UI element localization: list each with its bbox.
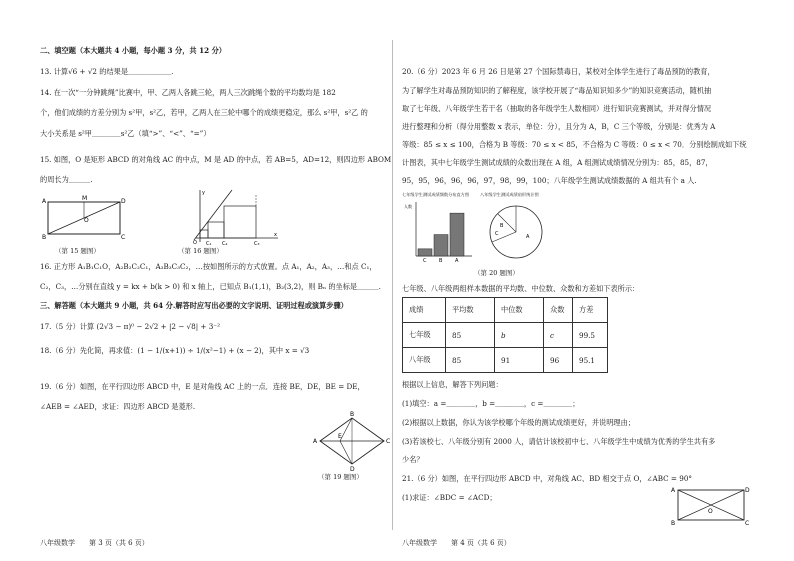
svg-text:M: M — [82, 195, 88, 202]
question-19-line2: ∠AEB = ∠AED，求证：四边形 ABCD 是菱形. — [40, 402, 196, 411]
question-15-line2: 的周长为＿＿＿. — [40, 175, 93, 184]
footer-page-3: 八年级数学 第 3 页（共 6 页） — [40, 539, 149, 547]
question-14-line2: 个，他们成绩的方差分别为 s²甲，s²乙，若甲，乙两人在三轮中哪个的成绩更稳定，那么 s²甲，s²乙 的 — [40, 108, 368, 117]
table-cell: 85 — [446, 348, 495, 373]
footer-page-4: 八年级数学 第 4 页（共 6 页） — [402, 539, 511, 547]
table-header-cell: 平均数 — [446, 298, 495, 323]
table-cell: 85 — [446, 323, 495, 348]
question-19-line1: 19.（6 分）如图，在平行四边形 ABCD 中，E 是对角线 AC 上的一点．连接 BE，DE，BE = DE， — [40, 382, 365, 391]
table-header-cell: 方差 — [573, 298, 608, 323]
bar-category-label: A — [455, 258, 459, 264]
svg-text:A: A — [526, 234, 530, 240]
svg-text:B: B — [671, 520, 676, 527]
svg-text:E: E — [338, 433, 342, 440]
table-header-cell: 中位数 — [495, 298, 544, 323]
svg-text:D: D — [121, 198, 126, 205]
table-cell: 96 — [544, 348, 573, 373]
table-cell: 七年级 — [403, 323, 446, 348]
svg-text:C: C — [386, 438, 391, 445]
svg-text:O: O — [193, 240, 197, 246]
column-divider — [392, 40, 393, 530]
svg-text:C: C — [121, 234, 126, 241]
svg-text:C: C — [745, 520, 750, 527]
svg-text:A: A — [42, 198, 47, 205]
figure-21-parallelogram — [670, 484, 750, 528]
question-16-line2: C₂，C₃，…分别在直线 y = kx + b(k > 0) 和 x 轴上，已知点 B₁(1,1)，B₂(3,2)，则 Bₙ 的坐标是＿＿＿. — [40, 282, 381, 291]
svg-text:C: C — [495, 231, 499, 237]
figure-15-caption: （第 15 题图） — [55, 247, 100, 255]
svg-text:C₃: C₃ — [254, 241, 260, 247]
svg-text:A: A — [313, 438, 318, 445]
question-21-line2: (1)求证：∠BDC = ∠ACD； — [402, 493, 497, 502]
figure-16-caption: （第 16 题图） — [178, 247, 223, 255]
table-cell: 91 — [495, 348, 544, 373]
section-2-heading: 二、填空题（本大题共 4 小题，每小题 3 分，共 12 分） — [40, 46, 226, 55]
figure-20-bar-chart — [402, 200, 474, 264]
figure-20-pie-title: 八年级学生测试成绩扇形统计图 — [480, 192, 539, 197]
figure-20-bar-title: 七年级学生测试成绩频数分布直方图 — [402, 192, 470, 197]
bar-A — [450, 213, 464, 256]
question-15-line1: 15. 如图，O 是矩形 ABCD 的对角线 AC 的中点，M 是 AD 的中点，若 AB=5，AD=12，则四边形 ABOM — [40, 155, 392, 164]
figure-16-squares — [190, 188, 280, 246]
question-20-line5: 等级：85 ≤ x ≤ 100，合格为 B 等级：70 ≤ x < 85，不合格为 C 等级：0 ≤ x < 70．分别绘制成如下统 — [402, 140, 747, 149]
table-intro: 七年级、八年级两组样本数据的平均数、中位数、众数和方差如下表所示： — [402, 284, 640, 293]
question-14-line1: 14. 在一次“一分钟跳绳”比赛中，甲、乙两人各跳三轮，两人三次跳绳个数的平均数均是 182 — [40, 88, 336, 97]
figure-19-caption: （第 19 题图） — [318, 473, 363, 481]
question-20-line2: 为了解学生对毒品预防知识的了解程度，该学校开展了“毒品知识知多少”的知识竞赛活动，随机抽 — [402, 86, 712, 95]
table-cell: 八年级 — [403, 348, 446, 373]
question-20-line1: 20.（6 分）2023 年 6 月 26 日是第 27 个国际禁毒日，某校对全体学生进行了毒品预防的教育， — [402, 67, 715, 76]
svg-text:B: B — [42, 234, 47, 241]
bar-chart-ylabel: 人数 — [404, 204, 412, 209]
table-header-row — [403, 298, 608, 323]
table-cell: b — [495, 323, 544, 348]
figure-20-pie-chart — [484, 202, 554, 264]
svg-text:O: O — [84, 217, 89, 224]
table-header-cell: 众数 — [544, 298, 573, 323]
question-13: 13. 计算√6 + √2 的结果是＿＿＿＿＿＿. — [40, 67, 174, 76]
svg-text:B: B — [500, 223, 504, 229]
answer-part-1: (1)填空：a =＿＿＿＿，b =＿＿＿＿，c =＿＿＿＿； — [402, 399, 580, 408]
table-row — [403, 323, 608, 348]
section-3-heading: 三、解答题（本大题共 9 小题，共 64 分.解答时应写出必要的文字说明、证明过程或演算步骤） — [40, 301, 348, 310]
svg-text:C₁: C₁ — [206, 241, 212, 247]
answer-part-2: (2)根据以上数据，你认为该学校哪个年级的测试成绩更好，并说明理由； — [402, 418, 635, 427]
table-header-cell: 成绩 — [403, 298, 446, 323]
bar-category-label: B — [439, 258, 443, 264]
figure-20-caption: （第 20 题图） — [474, 269, 519, 277]
question-20-line7: 95，95，96，96，96，97，98，99，100；八年级学生测试成绩数据的 A 组共有个 a 人. — [402, 176, 697, 185]
question-16-line1: 16. 正方形 A₁B₁C₁O，A₂B₂C₂C₁，A₃B₃C₃C₂，…按如图所示的方式放置。点 A₁，A₂，A₃，…和点 C₁， — [40, 262, 377, 271]
question-17: 17.（5 分）计算 (2√3 − π)⁰ − 2√2 + |2 − √8| + 3⁻² — [40, 322, 220, 331]
figure-19-rhombus — [312, 410, 392, 472]
svg-text:y: y — [202, 190, 205, 196]
question-18: 18.（6 分）先化简，再求值：(1 − 1/(x+1)) ÷ 1/(x²−1) + (x − 2)，其中 x = √3 — [40, 346, 310, 355]
bar-C — [418, 249, 432, 256]
svg-text:B: B — [350, 411, 355, 418]
question-20-line6: 计图表，其中七年级学生测试成绩的众数出现在 A 组，A 组测试成绩情况分别为：85，85，87， — [402, 158, 713, 167]
answer-part-3-line2: 少名？ — [402, 455, 424, 464]
svg-text:x: x — [274, 232, 277, 238]
svg-text:A: A — [671, 487, 676, 494]
question-14-line3: 大小关系是 s²甲＿＿＿＿s²乙（填“>”、“<”、“=”） — [40, 129, 211, 138]
svg-text:C₂: C₂ — [222, 241, 228, 247]
svg-text:D: D — [350, 466, 355, 473]
table-cell: 99.5 — [573, 323, 608, 348]
table-cell: 95.1 — [573, 348, 608, 373]
answer-intro: 根据以上信息，解答下列问题： — [402, 380, 503, 389]
table-cell: c — [544, 323, 573, 348]
question-21-line1: 21.（6 分）如图，在平行四边形 ABCD 中，对角线 AC、BD 相交于点 O，∠ABC = 90° — [402, 474, 692, 483]
svg-text:D: D — [745, 487, 750, 494]
bar-category-label: C — [423, 258, 427, 264]
svg-text:O: O — [708, 508, 713, 515]
answer-part-3-line1: (3)若该校七、八年级分别有 2000 人，请估计该校初中七、八年级学生中成绩为优秀的学生共有多 — [402, 437, 716, 446]
figure-15-rectangle — [40, 194, 125, 246]
table-row — [403, 348, 608, 373]
bar-B — [434, 235, 448, 256]
question-20-line4: 进行整理和分析（得分用整数 x 表示，单位：分），且分为 A，B，C 三个等级，分别是：优秀为 A — [402, 122, 716, 131]
statistics-table — [402, 297, 608, 373]
question-20-line3: 取了七年级、八年级学生若干名（抽取的各年级学生人数相同）进行知识竞赛测试，并对得分情况 — [402, 104, 712, 113]
